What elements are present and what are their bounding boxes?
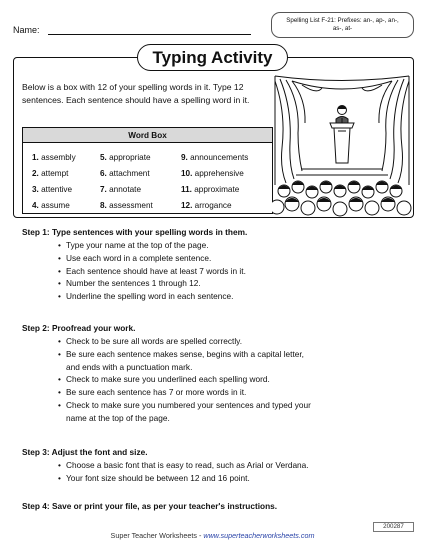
spelling-list-line-1: Spelling List F-21: Prefixes: an-, ap-, an-, bbox=[286, 17, 399, 24]
step-3-list bbox=[58, 459, 309, 485]
word-item: 7. annotate bbox=[100, 185, 141, 194]
word-item: 3. attentive bbox=[32, 185, 73, 194]
footer bbox=[0, 531, 425, 540]
list-item: • Choose a basic font that is easy to read, such as Arial or Verdana. bbox=[58, 459, 309, 472]
list-item: • Check to make sure you numbered your sentences and typed your bbox=[58, 399, 311, 412]
list-item-continued: and ends with a punctuation mark. bbox=[66, 361, 193, 372]
list-item: • Number the sentences 1 through 12. bbox=[58, 277, 246, 290]
worksheet-code: 200287 bbox=[373, 522, 414, 532]
list-item: • Check to make sure you underlined each spelling word. bbox=[58, 373, 311, 386]
intro-text: Below is a box with 12 of your spelling words in it. Type 12 sentences. Each sentence should have a spelling word in it. bbox=[22, 82, 250, 105]
step-1-title: Step 1: Type sentences with your spelling words in them. bbox=[22, 227, 248, 237]
word-item: 9. announcements bbox=[181, 153, 249, 162]
list-item: • Use each word in a complete sentence. bbox=[58, 252, 246, 265]
name-label: Name: bbox=[13, 25, 40, 35]
list-item: • Be sure each sentence makes sense, begins with a capital letter, bbox=[58, 348, 311, 361]
word-item: 1. assembly bbox=[32, 153, 76, 162]
spelling-list-line-2: as-, at- bbox=[332, 25, 353, 32]
word-item: 11. approximate bbox=[181, 185, 240, 194]
word-item: 8. assessment bbox=[100, 201, 153, 210]
page-title: Typing Activity bbox=[137, 44, 288, 71]
word-item: 2. attempt bbox=[32, 169, 69, 178]
word-item: 10. apprehensive bbox=[181, 169, 244, 178]
list-item: • Check to be sure all words are spelled correctly. bbox=[58, 335, 311, 348]
step-3-title: Step 3: Adjust the font and size. bbox=[22, 447, 148, 457]
word-item: 5. appropriate bbox=[100, 153, 151, 162]
footer-url[interactable]: www.superteacherworksheets.com bbox=[203, 531, 315, 540]
theater-illustration bbox=[272, 73, 412, 217]
word-box-heading: Word Box bbox=[23, 128, 272, 143]
word-item: 6. attachment bbox=[100, 169, 150, 178]
list-item-continued: name at the top of the page. bbox=[66, 412, 170, 423]
list-item: • Be sure each sentence has 7 or more words in it. bbox=[58, 386, 311, 399]
list-item: • Your font size should be between 12 and 16 point. bbox=[58, 472, 309, 485]
footer-prefix: Super Teacher Worksheets - bbox=[110, 531, 204, 540]
word-item: 4. assume bbox=[32, 201, 70, 210]
name-line bbox=[48, 34, 251, 35]
step-4-title: Step 4: Save or print your file, as per your teacher's instructions. bbox=[22, 501, 278, 511]
step-1-list bbox=[58, 239, 246, 303]
list-item: • Type your name at the top of the page. bbox=[58, 239, 246, 252]
list-item: • Each sentence should have at least 7 words in it. bbox=[58, 265, 246, 278]
word-box-words bbox=[23, 143, 272, 213]
spelling-list-tag bbox=[271, 12, 414, 38]
step-2-list bbox=[58, 335, 311, 425]
step-2-title: Step 2: Proofread your work. bbox=[22, 323, 136, 333]
list-item: • Underline the spelling word in each sentence. bbox=[58, 290, 246, 303]
word-box bbox=[22, 127, 273, 214]
word-item: 12. arrogance bbox=[181, 201, 232, 210]
